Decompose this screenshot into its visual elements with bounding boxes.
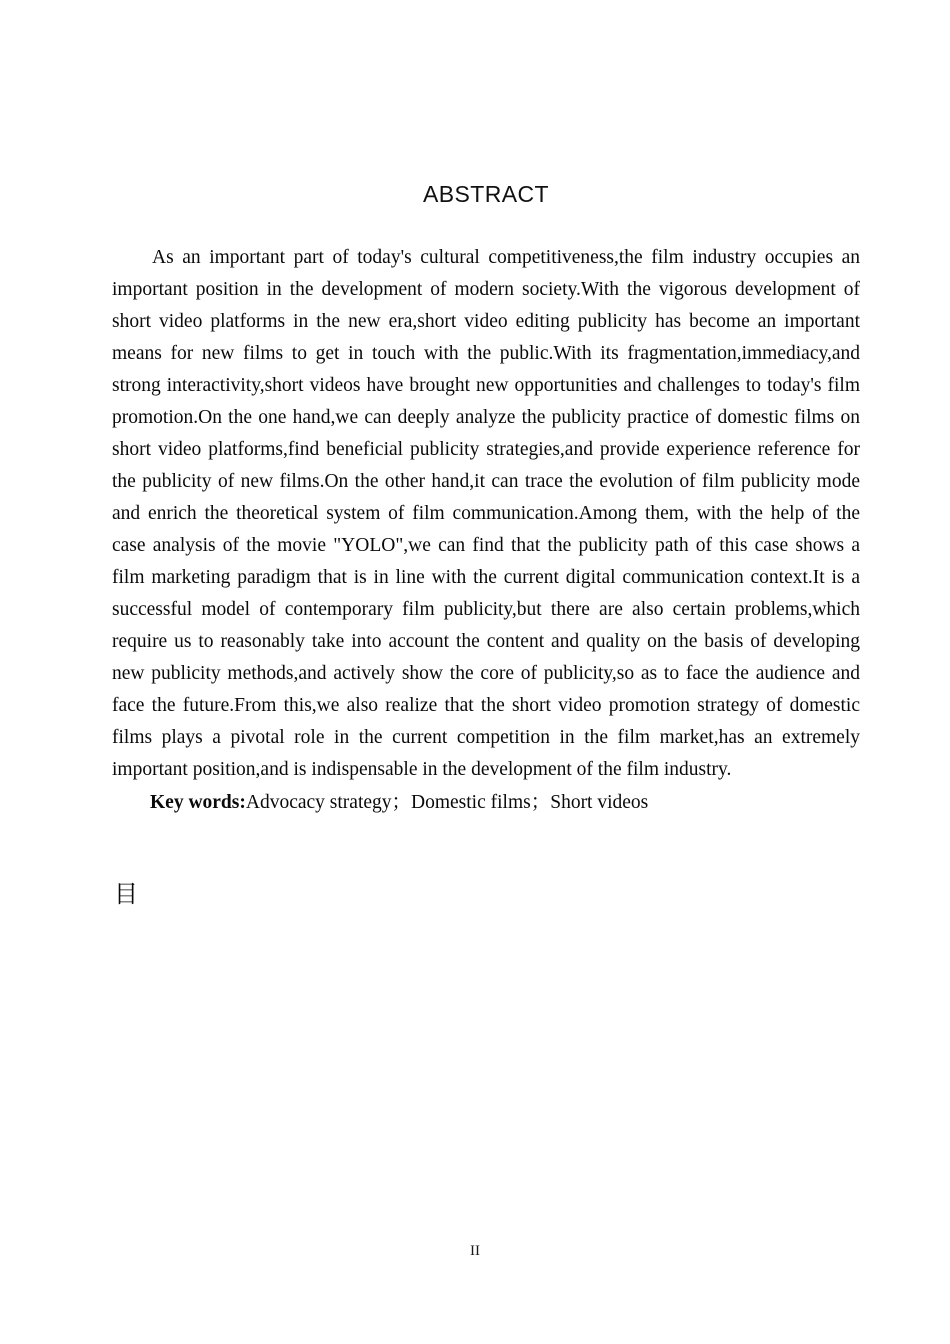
keywords-label: Key words: <box>150 792 246 813</box>
page-title: ABSTRACT <box>423 181 549 207</box>
page-content <box>112 0 860 819</box>
page-number: II <box>470 1243 480 1259</box>
table-of-contents-marker: 目 <box>114 880 138 908</box>
abstract-paragraph: As an important part of today's cultural competitiveness,the film industry occupies an important position in the development of modern society.With the vigorous development of short video platforms in the new era,short video editing publicity has become an important means for new films to get in touch with the public.With its fragmentation,immediacy,and strong interactivity,short videos have brought new opportunities and challenges to today's film promotion.On the one hand,we can deeply analyze the publicity practice of domestic films on short video platforms,find beneficial publicity strategies,and provide experience reference for the publicity of new films.On the other hand,it can trace the evolution of film publicity mode and enrich the theoretical system of film communication.Among them, with the help of the case analysis of the movie "YOLO",we can find that the publicity path of this case shows a film marketing paradigm that is in line with the current digital communication context.It is a successful model of contemporary film publicity,but there are also certain problems,which require us to reasonably take into account the content and quality on the basis of developing new publicity methods,and actively show the core of publicity,so as to face the audience and face the future.From this,we also realize that the short video promotion strategy of domestic films plays a pivotal role in the current competition in the film market,has an extremely important position,and is indispensable in the development of the film industry. <box>112 247 860 780</box>
keywords-line <box>112 786 860 819</box>
keywords-value: Advocacy strategy；Domestic films；Short videos <box>245 792 649 813</box>
